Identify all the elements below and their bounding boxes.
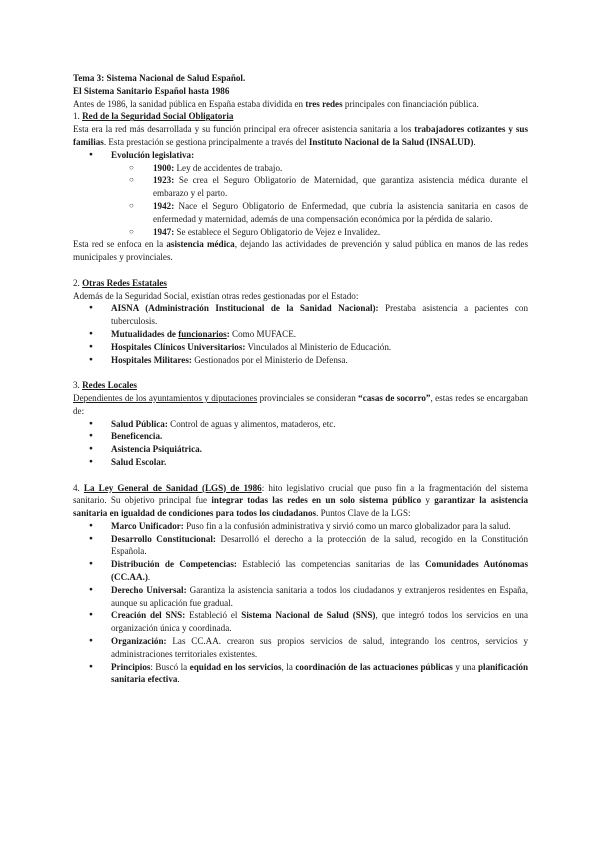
list-item: ● Desarrollo Constitucional: Desarrolló el derecho a la protección de la salud, recogido en la Constitución Española.: [73, 533, 528, 559]
list-item: ● Distribución de Competencias: Estableció las competencias sanitarias de las Comunidades Autónomas (CC.AA.).: [73, 558, 528, 584]
list-item: ● Evolución legislativa: ○ 1900: Ley de accidentes de trabajo. ○ 1923: Se crea el Seguro Obligatorio de Maternidad, que garantiza asistencia médica durante el embarazo y el parto. ○ 1942: Nace el Seguro Obligatorio de Enfermedad, que cubría la asistencia sanitaria en casos de enfermedad y maternidad, además de una compensación económica por la pérdida de salario. ○ 1947: Se establece el Seguro Obligatorio de Vejez e Invalidez.: [73, 149, 528, 239]
law-item: ○ 1923: Se crea el Seguro Obligatorio de Maternidad, que garantiza asistencia médica durante el embarazo y el parto.: [73, 174, 528, 200]
law-item: ○ 1900: Ley de accidentes de trabajo.: [73, 162, 528, 175]
section-1-heading: 1. Red de la Seguridad Social Obligatoria: [73, 111, 234, 122]
list-item: ● Beneficencia.: [73, 430, 528, 443]
list-item: ● Principios: Buscó la equidad en los servicios, la coordinación de las actuaciones públicas y una planificación sanitaria efectiva.: [73, 661, 528, 687]
section-1-paragraph: Esta era la red más desarrollada y su función principal era ofrecer asistencia sanitaria a los trabajadores cotizantes y sus familias. Esta prestación se gestiona principalmente a través del Instituto Nacional de la Salud (INSALUD).: [73, 124, 528, 147]
list-item: ● Salud Pública: Control de aguas y alimentos, mataderos, etc.: [73, 418, 528, 431]
document-subtitle: El Sistema Sanitario Español hasta 1986: [73, 85, 230, 96]
list-item: ● Organización: Las CC.AA. crearon sus propios servicios de salud, integrando los centros, servicios y administraciones territoriales existentes.: [73, 635, 528, 661]
list-item: ● Derecho Universal: Garantiza la asistencia sanitaria a todos los ciudadanos y extranjeros residentes en España, aunque su aplicación fue gradual.: [73, 584, 528, 610]
section-2-heading: 2. Otras Redes Estatales: [73, 277, 167, 288]
list-item: ● Hospitales Militares: Gestionados por el Ministerio de Defensa.: [73, 354, 528, 367]
document-page: [73, 72, 528, 686]
list-item: ● Hospitales Clínicos Universitarios: Vinculados al Ministerio de Educación.: [73, 341, 528, 354]
document-title: Tema 3: Sistema Nacional de Salud Español.: [73, 73, 246, 83]
section-3-intro: Dependientes de los ayuntamientos y diputaciones provinciales se consideran “casas de socorro”, estas redes se encargaban de:: [73, 392, 528, 416]
section-2-intro: Además de la Seguridad Social, existían otras redes gestionadas por el Estado:: [73, 290, 359, 301]
list-item: ● Asistencia Psiquiátrica.: [73, 443, 528, 456]
list-item: ● Creación del SNS: Estableció el Sistema Nacional de Salud (SNS), que integró todos los servicios en una organización única y coordinada.: [73, 609, 528, 635]
law-item: ○ 1942: Nace el Seguro Obligatorio de Enfermedad, que cubría la asistencia sanitaria en casos de enfermedad y maternidad, además de una compensación económica por la pérdida de salario.: [73, 200, 528, 226]
law-item: ○ 1947: Se establece el Seguro Obligatorio de Vejez e Invalidez.: [73, 226, 528, 239]
list-item: ● Salud Escolar.: [73, 456, 528, 469]
section-3-heading: 3. Redes Locales: [73, 380, 137, 391]
list-item: ● Mutualidades de funcionarios: Como MUFACE.: [73, 328, 528, 341]
list-item: ● AISNA (Administración Institucional de la Sanidad Nacional): Prestaba asistencia a pacientes con tuberculosis.: [73, 302, 528, 328]
list-item: ● Marco Unificador: Puso fin a la confusión administrativa y sirvió como un marco globalizador para la salud.: [73, 520, 528, 533]
intro-paragraph: Antes de 1986, la sanidad pública en España estaba dividida en tres redes principales con financiación pública.: [73, 98, 479, 109]
section-1-closing: Esta red se enfoca en la asistencia médica, dejando las actividades de prevención y salud pública en manos de las redes municipales y provinciales.: [73, 239, 528, 263]
section-4-paragraph: 4. La Ley General de Sanidad (LGS) de 1986: hito legislativo crucial que puso fin a la fragmentación del sistema sanitario. Su objetivo principal fue integrar todas las redes en un solo sistema público y garantizar la asistencia sanitaria en igualdad de condiciones para todos los ciudadanos. Puntos Clave de la LGS:: [73, 482, 529, 519]
